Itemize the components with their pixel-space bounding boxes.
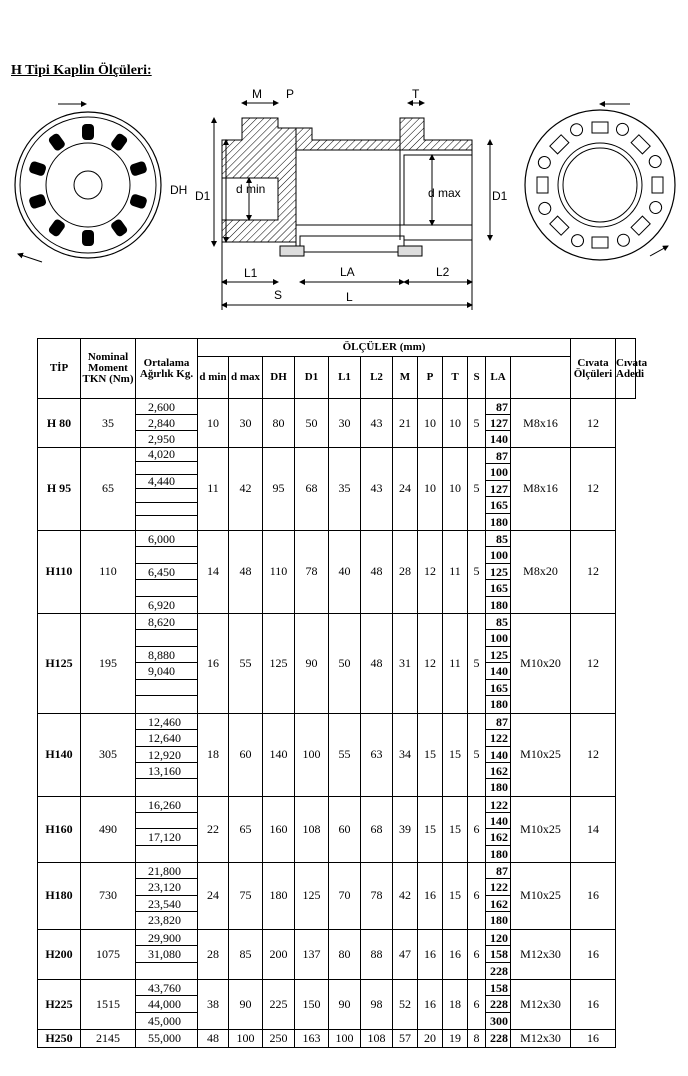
- cell-s: 5: [468, 613, 486, 713]
- cell-bolt-count: 12: [571, 399, 616, 448]
- cell-bolt-size: M8x16: [511, 399, 571, 448]
- cell-bolt-count: 16: [571, 929, 616, 979]
- la-value: 127: [486, 415, 510, 431]
- la-value: 162: [486, 829, 510, 845]
- cell-p: 16: [418, 979, 443, 1029]
- label-dmax: d max: [428, 186, 461, 200]
- weight-value: 16,260: [136, 797, 197, 813]
- table-row: [38, 448, 636, 531]
- la-value: 228: [486, 996, 510, 1012]
- cell-dh: 110: [263, 530, 295, 613]
- la-value: 180: [490, 846, 508, 861]
- cell-tip: H110: [38, 530, 81, 613]
- cell-bolt-count: 12: [571, 613, 616, 713]
- cell-l2: 108: [361, 1029, 393, 1047]
- cell-s: 6: [468, 796, 486, 862]
- la-value: 165: [486, 580, 510, 596]
- cell-dmax: 42: [229, 448, 263, 531]
- cell-m: 47: [393, 929, 418, 979]
- la-value: 100: [486, 464, 510, 480]
- cell-s: 6: [468, 862, 486, 929]
- cell-p: 16: [418, 862, 443, 929]
- weight-value: [136, 516, 197, 530]
- la-value: 140: [486, 663, 510, 680]
- header-torque: Nominal Moment TKN (Nm): [81, 339, 136, 399]
- cell-l1: 55: [329, 713, 361, 796]
- cell-s: 5: [468, 399, 486, 448]
- weight-value: 12,920: [136, 747, 197, 763]
- cell-la: [486, 448, 511, 531]
- la-value: 162: [486, 763, 510, 779]
- cell-m: 52: [393, 979, 418, 1029]
- cell-torque: 1075: [81, 929, 136, 979]
- cell-bolt-size: M8x20: [511, 530, 571, 613]
- weight-value: [136, 630, 197, 647]
- table-row: [38, 979, 636, 1029]
- dimension-table: [37, 338, 648, 1048]
- cell-t: 15: [443, 796, 468, 862]
- cell-weights: [136, 796, 198, 862]
- cell-bolt-size: M12x30: [511, 979, 571, 1029]
- la-value: 87: [486, 714, 510, 730]
- cell-l2: 48: [361, 530, 393, 613]
- cell-dmin: 16: [198, 613, 229, 713]
- weight-value: 23,540: [136, 896, 197, 913]
- cell-dmax: 75: [229, 862, 263, 929]
- cell-tip: H125: [38, 613, 81, 713]
- cell-la: [486, 713, 511, 796]
- weight-value: 2,840: [136, 415, 197, 431]
- weight-value: [136, 813, 197, 829]
- cell-t: 11: [443, 530, 468, 613]
- weight-value: 21,800: [136, 863, 197, 880]
- cell-l2: 43: [361, 448, 393, 531]
- cell-bolt-count: 12: [571, 530, 616, 613]
- cell-dh: 225: [263, 979, 295, 1029]
- header-dmin: d min: [198, 357, 229, 399]
- la-value: 100: [486, 547, 510, 563]
- cell-la: [486, 1029, 511, 1047]
- cell-dmax: 30: [229, 399, 263, 448]
- cell-dh: 200: [263, 929, 295, 979]
- cell-d1: 50: [295, 399, 329, 448]
- table-row: [38, 613, 636, 713]
- weight-value: 17,120: [136, 829, 197, 845]
- weight-value: 8,620: [136, 614, 197, 631]
- cell-torque: 110: [81, 530, 136, 613]
- cell-bolt-count: 16: [571, 862, 616, 929]
- la-value: 85: [486, 614, 510, 631]
- la-value: 120: [486, 930, 510, 946]
- cell-weights: [136, 979, 198, 1029]
- cell-bolt-size: M12x30: [511, 929, 571, 979]
- label-s: S: [274, 288, 283, 302]
- weight-value: [136, 462, 197, 476]
- cell-dmax: 100: [229, 1029, 263, 1047]
- cell-m: 34: [393, 713, 418, 796]
- cell-torque: 730: [81, 862, 136, 929]
- cell-la: [486, 796, 511, 862]
- cell-weights: [136, 862, 198, 929]
- cell-t: 15: [443, 862, 468, 929]
- cell-l1: 70: [329, 862, 361, 929]
- weight-value: [136, 963, 197, 979]
- table-row: [38, 1029, 636, 1047]
- cell-bolt-count: 12: [571, 448, 616, 531]
- la-value: 122: [486, 730, 510, 746]
- la-value: 158: [486, 946, 510, 962]
- cell-tip: H 95: [38, 448, 81, 531]
- cell-weights: [136, 399, 198, 448]
- cell-l1: 80: [329, 929, 361, 979]
- cell-l2: 43: [361, 399, 393, 448]
- la-value: 180: [490, 697, 508, 712]
- cell-bolt-count: 16: [571, 979, 616, 1029]
- cell-dmax: 48: [229, 530, 263, 613]
- cell-d1: 150: [295, 979, 329, 1029]
- cell-dmin: 18: [198, 713, 229, 796]
- cell-dmax: 85: [229, 929, 263, 979]
- label-dmin: d min: [236, 182, 266, 196]
- cell-p: 10: [418, 399, 443, 448]
- header-bolt-count: Cıvata Adedi: [616, 339, 636, 399]
- drawing-labels: [170, 87, 508, 304]
- cell-t: 18: [443, 979, 468, 1029]
- weight-value: 2,600: [136, 399, 197, 415]
- weight-value: [136, 846, 197, 862]
- page-title: H Tipi Kaplin Ölçüleri:: [11, 63, 152, 78]
- weight-value: 44,000: [136, 996, 197, 1012]
- header-bolt-size: Cıvata Ölçüleri: [571, 339, 616, 399]
- cell-dmin: 14: [198, 530, 229, 613]
- cell-p: 15: [418, 713, 443, 796]
- cell-bolt-size: M12x30: [511, 1029, 571, 1047]
- cell-t: 16: [443, 929, 468, 979]
- cell-p: 15: [418, 796, 443, 862]
- weight-value: 9,040: [136, 663, 197, 680]
- cell-d1: 137: [295, 929, 329, 979]
- label-t: T: [412, 87, 420, 101]
- cell-dmin: 48: [198, 1029, 229, 1047]
- weight-value: 4,440: [136, 475, 197, 489]
- header-dh: DH: [263, 357, 295, 399]
- label-d1-right: D1: [492, 189, 508, 203]
- cell-dmin: 10: [198, 399, 229, 448]
- weight-value: 23,820: [148, 913, 181, 928]
- cell-bolt-count: 16: [571, 1029, 616, 1047]
- cell-tip: H225: [38, 979, 81, 1029]
- header-p: P: [418, 357, 443, 399]
- la-value: 100: [486, 630, 510, 647]
- cell-s: 6: [468, 979, 486, 1029]
- label-m: M: [252, 87, 262, 101]
- weight-value: [136, 680, 197, 697]
- cell-bolt-size: M10x20: [511, 613, 571, 713]
- cell-l1: 30: [329, 399, 361, 448]
- cell-p: 12: [418, 613, 443, 713]
- left-end-view: [15, 104, 161, 262]
- header-s: S: [468, 357, 486, 399]
- la-value: 85: [486, 531, 510, 547]
- cell-dmin: 22: [198, 796, 229, 862]
- cell-l2: 48: [361, 613, 393, 713]
- cell-m: 42: [393, 862, 418, 929]
- weight-value: 6,920: [148, 597, 175, 612]
- cell-m: 21: [393, 399, 418, 448]
- la-value: 140: [486, 813, 510, 829]
- header-m: M: [393, 357, 418, 399]
- la-value: 180: [490, 597, 508, 612]
- cell-dmin: 28: [198, 929, 229, 979]
- table-row: [38, 929, 636, 979]
- la-value: 87: [486, 399, 510, 415]
- header-l1: L1: [329, 357, 361, 399]
- cell-d1: 78: [295, 530, 329, 613]
- cell-m: 39: [393, 796, 418, 862]
- weight-value: [136, 547, 197, 563]
- header-dmax: d max: [229, 357, 263, 399]
- cell-l2: 68: [361, 796, 393, 862]
- weight-value: 31,080: [136, 946, 197, 962]
- cell-la: [486, 862, 511, 929]
- cell-l2: 78: [361, 862, 393, 929]
- cell-t: 19: [443, 1029, 468, 1047]
- cell-l1: 35: [329, 448, 361, 531]
- cell-bolt-size: M10x25: [511, 713, 571, 796]
- cell-weights: [136, 613, 198, 713]
- cell-weights: [136, 713, 198, 796]
- weight-value: 43,760: [136, 980, 197, 996]
- cell-m: 24: [393, 448, 418, 531]
- la-value: 180: [490, 514, 508, 529]
- weight-value: 55,000: [148, 1030, 181, 1045]
- la-value: 180: [490, 913, 508, 928]
- label-p: P: [286, 87, 295, 101]
- cell-la: [486, 399, 511, 448]
- la-value: 122: [486, 879, 510, 896]
- cell-torque: 65: [81, 448, 136, 531]
- cell-p: 20: [418, 1029, 443, 1047]
- la-value: 158: [486, 980, 510, 996]
- la-value: 87: [486, 448, 510, 464]
- weight-value: [136, 779, 197, 795]
- header-la: LA: [486, 357, 511, 399]
- cell-weights: [136, 1029, 198, 1047]
- cell-la: [486, 613, 511, 713]
- cell-dmax: 55: [229, 613, 263, 713]
- cell-d1: 125: [295, 862, 329, 929]
- header-t: T: [443, 357, 468, 399]
- cell-d1: 100: [295, 713, 329, 796]
- cell-l2: 63: [361, 713, 393, 796]
- cell-dh: 125: [263, 613, 295, 713]
- cell-s: 5: [468, 530, 486, 613]
- la-value: 87: [486, 863, 510, 880]
- cell-dmin: 38: [198, 979, 229, 1029]
- cell-torque: 35: [81, 399, 136, 448]
- cell-d1: 68: [295, 448, 329, 531]
- la-value: 140: [486, 747, 510, 763]
- la-value: 165: [486, 497, 510, 513]
- table-row: [38, 796, 636, 862]
- table-row: [38, 399, 636, 448]
- cell-m: 57: [393, 1029, 418, 1047]
- la-value: 162: [486, 896, 510, 913]
- cell-la: [486, 979, 511, 1029]
- cell-d1: 163: [295, 1029, 329, 1047]
- cell-l1: 40: [329, 530, 361, 613]
- cell-torque: 1515: [81, 979, 136, 1029]
- cell-bolt-size: M8x16: [511, 448, 571, 531]
- la-value: 228: [490, 1030, 508, 1045]
- table-row: [38, 862, 636, 929]
- cell-tip: H180: [38, 862, 81, 929]
- weight-value: 8,880: [136, 647, 197, 664]
- la-value: 300: [490, 1013, 508, 1028]
- la-value: 165: [486, 680, 510, 697]
- cell-t: 10: [443, 448, 468, 531]
- weight-value: 4,020: [136, 448, 197, 462]
- header-weight: Ortalama Ağırlık Kg.: [136, 339, 198, 399]
- weight-value: 6,450: [136, 564, 197, 580]
- weight-value: [136, 503, 197, 517]
- cell-s: 5: [468, 448, 486, 531]
- cell-weights: [136, 448, 198, 531]
- cell-tip: H 80: [38, 399, 81, 448]
- cell-la: [486, 530, 511, 613]
- cell-tip: H200: [38, 929, 81, 979]
- label-l2: L2: [436, 265, 450, 279]
- cell-bolt-count: 12: [571, 713, 616, 796]
- table-row: [38, 713, 636, 796]
- cell-m: 31: [393, 613, 418, 713]
- weight-value: 23,120: [136, 879, 197, 896]
- weight-value: 13,160: [136, 763, 197, 779]
- cell-l1: 90: [329, 979, 361, 1029]
- cell-torque: 490: [81, 796, 136, 862]
- label-l: L: [346, 290, 353, 304]
- cell-torque: 195: [81, 613, 136, 713]
- weight-value: [136, 696, 197, 713]
- label-dh: DH: [170, 183, 188, 197]
- cell-tip: H250: [38, 1029, 81, 1047]
- cell-weights: [136, 929, 198, 979]
- cell-dmax: 60: [229, 713, 263, 796]
- label-l1: L1: [244, 266, 258, 280]
- cell-l1: 50: [329, 613, 361, 713]
- cell-dmin: 11: [198, 448, 229, 531]
- label-la: LA: [340, 265, 355, 279]
- cell-d1: 108: [295, 796, 329, 862]
- weight-value: [136, 489, 197, 503]
- cell-s: 8: [468, 1029, 486, 1047]
- cell-la: [486, 929, 511, 979]
- cell-l1: 60: [329, 796, 361, 862]
- la-value: 228: [490, 963, 508, 978]
- cell-l1: 100: [329, 1029, 361, 1047]
- weight-value: 12,640: [136, 730, 197, 746]
- cell-m: 28: [393, 530, 418, 613]
- cell-t: 10: [443, 399, 468, 448]
- cell-dh: 80: [263, 399, 295, 448]
- table-body: [38, 399, 636, 1048]
- header-tip: TİP: [38, 339, 81, 399]
- cell-p: 10: [418, 448, 443, 531]
- weight-value: 45,000: [148, 1013, 181, 1028]
- la-value: 125: [486, 564, 510, 580]
- cell-weights: [136, 530, 198, 613]
- coupling-drawing: [0, 0, 688, 330]
- cell-bolt-size: M10x25: [511, 862, 571, 929]
- right-end-view: [525, 104, 675, 260]
- la-value: 125: [486, 647, 510, 664]
- cell-l2: 88: [361, 929, 393, 979]
- cell-torque: 2145: [81, 1029, 136, 1047]
- cell-tip: H160: [38, 796, 81, 862]
- cell-torque: 305: [81, 713, 136, 796]
- header-d1: D1: [295, 357, 329, 399]
- label-d1-left: D1: [195, 189, 211, 203]
- weight-value: 2,950: [148, 432, 175, 446]
- header-dimensions: ÖLÇÜLER (mm): [198, 339, 571, 357]
- cell-dh: 160: [263, 796, 295, 862]
- table-row: [38, 530, 636, 613]
- cell-s: 5: [468, 713, 486, 796]
- weight-value: [136, 580, 197, 596]
- cell-dmax: 65: [229, 796, 263, 862]
- cell-dh: 250: [263, 1029, 295, 1047]
- la-value: 140: [490, 432, 508, 446]
- weight-value: 6,000: [136, 531, 197, 547]
- cell-l2: 98: [361, 979, 393, 1029]
- cell-bolt-count: 14: [571, 796, 616, 862]
- cell-dh: 95: [263, 448, 295, 531]
- cell-tip: H140: [38, 713, 81, 796]
- cell-dh: 140: [263, 713, 295, 796]
- cell-t: 15: [443, 713, 468, 796]
- cell-dh: 180: [263, 862, 295, 929]
- la-value: 127: [486, 481, 510, 497]
- cell-dmax: 90: [229, 979, 263, 1029]
- cell-dmin: 24: [198, 862, 229, 929]
- la-value: 122: [486, 797, 510, 813]
- weight-value: 12,460: [136, 714, 197, 730]
- cell-bolt-size: M10x25: [511, 796, 571, 862]
- cell-p: 16: [418, 929, 443, 979]
- cell-p: 12: [418, 530, 443, 613]
- cell-d1: 90: [295, 613, 329, 713]
- cell-s: 6: [468, 929, 486, 979]
- header-l2: L2: [361, 357, 393, 399]
- la-value: 180: [490, 780, 508, 795]
- weight-value: 29,900: [136, 930, 197, 946]
- cell-t: 11: [443, 613, 468, 713]
